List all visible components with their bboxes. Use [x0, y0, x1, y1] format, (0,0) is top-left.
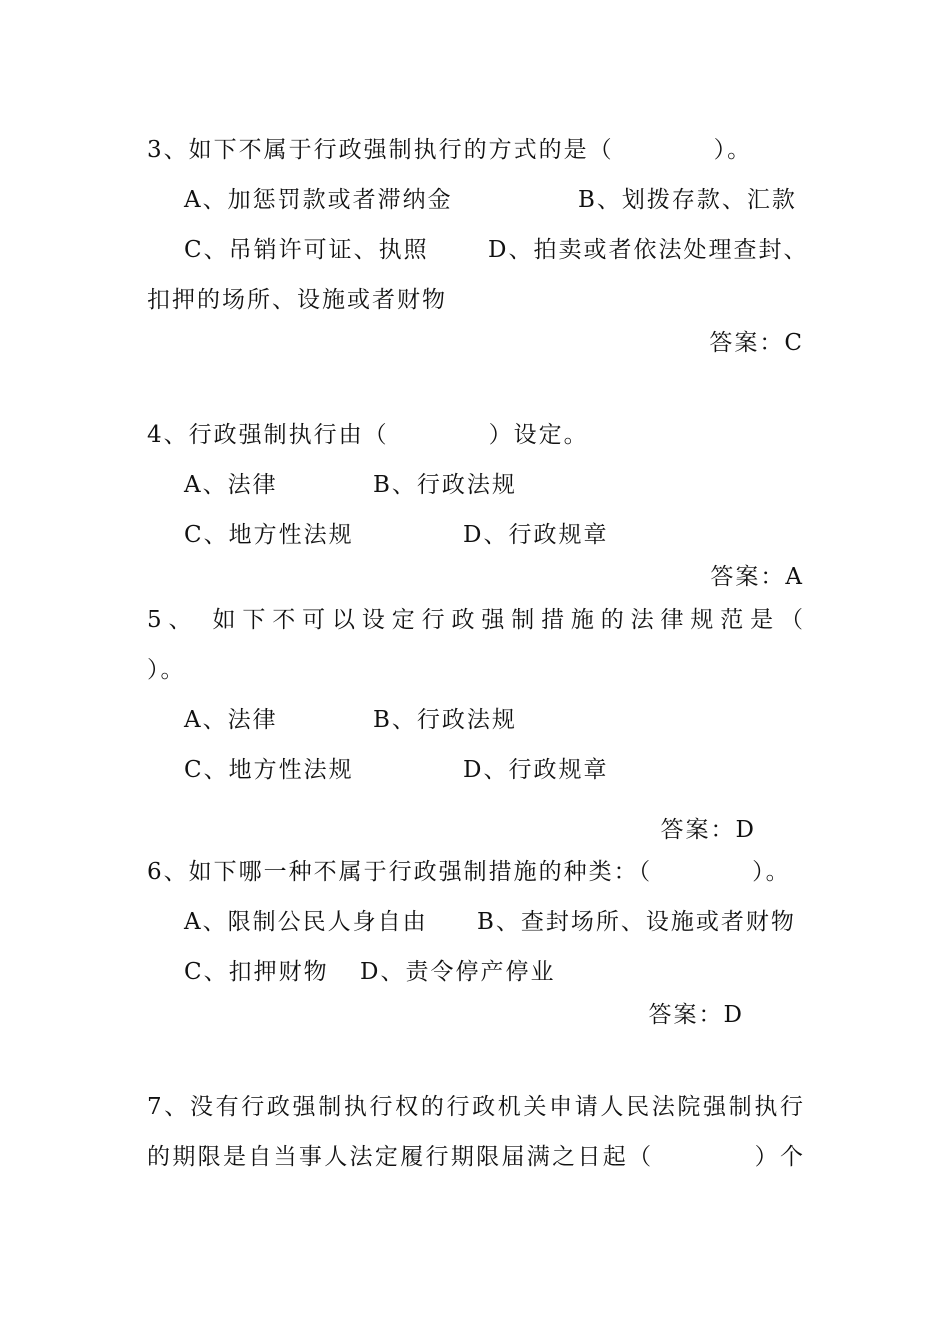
question-5-option-a: A、法律	[184, 707, 278, 733]
question-6-stem: 6、如下哪一种不属于行政强制措施的种类：（ ）。	[147, 859, 791, 885]
question-6-option-a: A、限制公民人身自由	[184, 909, 428, 935]
question-6-option-c: C、扣押财物	[184, 959, 329, 985]
question-3-answer: 答案：C	[709, 330, 804, 356]
question-5-answer: 答案：D	[660, 817, 756, 843]
question-6-answer: 答案：D	[648, 1002, 744, 1028]
question-5-option-b: B、行政法规	[373, 707, 517, 733]
question-7-stem-line-2: 的期限是自当事人法定履行期限届满之日起（ ）个	[147, 1144, 805, 1170]
question-3-stem: 3、如下不属于行政强制执行的方式的是（ ）。	[147, 137, 753, 163]
question-3-option-d: D、拍卖或者依法处理查封、	[488, 237, 809, 263]
question-3-option-b: B、划拨存款、汇款	[578, 187, 797, 213]
question-6-option-b: B、查封场所、设施或者财物	[477, 909, 796, 935]
question-7-stem-line-1: 7、没有行政强制执行权的行政机关申请人民法院强制执行	[147, 1094, 805, 1120]
question-5-stem-line-1: 5、 如下不可以设定行政强制措施的法律规范是（	[147, 607, 805, 633]
question-3-option-a: A、加惩罚款或者滞纳金	[184, 187, 453, 213]
question-4-option-a: A、法律	[184, 472, 278, 498]
question-4-answer: 答案：A	[710, 564, 804, 590]
question-4-option-d: D、行政规章	[463, 522, 609, 548]
question-6-option-d: D、责令停产停业	[360, 959, 556, 985]
question-4-option-b: B、行政法规	[373, 472, 517, 498]
question-3-option-d-continuation: 扣押的场所、设施或者财物	[147, 287, 447, 313]
question-4-option-c: C、地方性法规	[184, 522, 354, 548]
question-3-option-c: C、吊销许可证、执照	[184, 237, 429, 263]
question-5-option-c: C、地方性法规	[184, 757, 354, 783]
question-4-stem: 4、行政强制执行由（ ）设定。	[147, 422, 589, 448]
question-5-stem-line-2: ）。	[147, 657, 186, 683]
question-5-option-d: D、行政规章	[463, 757, 609, 783]
